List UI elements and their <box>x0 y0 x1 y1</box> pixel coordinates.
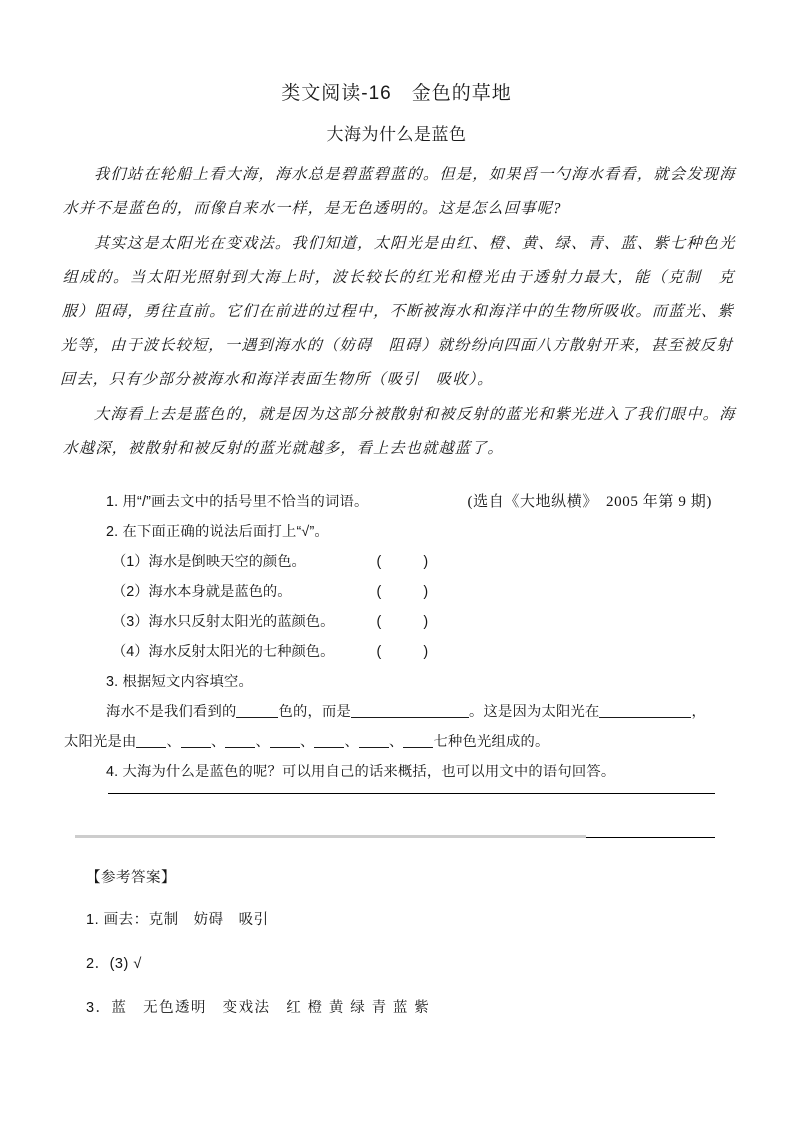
option-text: 海水是倒映天空的颜色。 <box>148 554 306 570</box>
question-2-option-4[interactable] <box>64 637 744 667</box>
q3-text-e: 太阳光是由 <box>64 734 137 750</box>
question-1: 1. 用“/”画去文中的括号里不恰当的词语。 <box>106 494 369 510</box>
option-paren-close: ) <box>423 644 429 660</box>
answer-key-item-2: 2．(3) √ <box>86 956 142 972</box>
questions-section <box>64 487 744 787</box>
q3-text-b: 色的，而是 <box>278 704 351 720</box>
q3-sep-5: 、 <box>344 734 359 750</box>
answer-key-heading: 【参考答案】 <box>86 870 176 886</box>
q3-sep-3: 、 <box>255 734 270 750</box>
option-paren-close: ) <box>423 554 429 570</box>
passage-paragraph-1: 我们站在轮船上看大海，海水总是碧蓝碧蓝的。但是，如果舀一勺海水看看，就会发现海水并不是蓝色的，而像自来水一样，是无色透明的。这是怎么回事呢? <box>62 166 736 217</box>
question-2-option-2[interactable] <box>64 577 744 607</box>
answer-key-item-1: 1. 画去：克制 妨碍 吸引 <box>86 912 269 928</box>
q3-blank-1[interactable] <box>236 702 278 718</box>
option-text: 海水本身就是蓝色的。 <box>148 584 292 600</box>
question-2-option-1[interactable] <box>64 547 744 577</box>
passage-body <box>59 158 736 511</box>
q3-sep-1: 、 <box>166 734 181 750</box>
option-label: （3） <box>112 614 149 630</box>
answer-write-line-2[interactable] <box>586 837 715 838</box>
option-paren-open: ( <box>376 614 382 630</box>
q3-text-d: ， <box>691 704 706 720</box>
question-3: 3. 根据短文内容填空。 <box>106 674 253 690</box>
option-label: （4） <box>112 644 149 660</box>
answer-key-item-3: 3．蓝 无色透明 变戏法 红 橙 黄 绿 青 蓝 紫 <box>86 1000 431 1016</box>
question-3-blank-line-2 <box>64 727 744 757</box>
page-title: 类文阅读-16 金色的草地 <box>281 83 512 104</box>
option-paren-close: ) <box>423 614 429 630</box>
option-paren-open: ( <box>376 644 382 660</box>
answer-key-section <box>86 858 726 1030</box>
option-text: 海水反射太阳光的七种颜色。 <box>148 644 335 660</box>
passage-paragraph-3: 大海看上去是蓝色的，就是因为这部分被散射和被反射的蓝光和紫光进入了我们眼中。海水越深，被散射和被反射的蓝光就越多，看上去也就越蓝了。 <box>62 406 736 457</box>
q3-color-blank-3[interactable] <box>225 732 255 748</box>
q3-color-blank-5[interactable] <box>314 732 344 748</box>
question-2-option-3[interactable] <box>64 607 744 637</box>
passage-source: (选自《大地纵横》 2005 年第 9 期) <box>467 494 712 510</box>
q3-sep-4: 、 <box>299 734 315 750</box>
q3-color-blank-7[interactable] <box>403 732 433 748</box>
question-4: 4. 大海为什么是蓝色的呢？可以用自己的话来概括，也可以用文中的语句回答。 <box>106 764 616 780</box>
option-paren-open: ( <box>376 584 382 600</box>
q3-sep-2: 、 <box>210 734 226 750</box>
q3-color-blank-1[interactable] <box>136 732 166 748</box>
q3-blank-3[interactable] <box>599 702 691 718</box>
option-paren-close: ) <box>423 584 429 600</box>
option-label: （2） <box>112 584 149 600</box>
option-text: 海水只反射太阳光的蓝颜色。 <box>148 614 335 630</box>
section-divider <box>75 835 586 838</box>
answer-write-line-1[interactable] <box>108 793 715 794</box>
option-label: （1） <box>112 554 149 570</box>
passage-title: 大海为什么是蓝色 <box>326 125 467 144</box>
question-3-blank-line-1 <box>64 697 744 727</box>
q3-color-blank-4[interactable] <box>270 732 300 748</box>
q3-color-blank-6[interactable] <box>359 732 389 748</box>
passage-paragraph-2: 其实这是太阳光在变戏法。我们知道，太阳光是由红、橙、黄、绿、青、蓝、紫七种色光组成的。当太阳光照射到大海上时，波长较长的红光和橙光由于透射力最大，能（克制 克服）阻碍，勇往直前。它们在前进的过程中，不断被海水和海洋中的生物所吸收。而蓝光、紫光等，由于波长较短，一遇到海水的（妨碍 阻碍）就纷纷向四面八方散射开来，甚至被反射回去，只有少部分被海水和海洋表面生物所（吸引 吸收）。 <box>59 235 736 388</box>
question-2: 2. 在下面正确的说法后面打上“√”。 <box>106 524 329 540</box>
q3-text-f: 七种色光组成的。 <box>433 734 550 750</box>
q3-text-a: 海水不是我们看到的 <box>106 704 237 720</box>
option-paren-open: ( <box>376 554 382 570</box>
q3-color-blank-2[interactable] <box>181 732 211 748</box>
q3-text-c: 。这是因为太阳光在 <box>468 704 600 720</box>
q3-sep-6: 、 <box>388 734 404 750</box>
q3-blank-2[interactable] <box>351 702 469 718</box>
